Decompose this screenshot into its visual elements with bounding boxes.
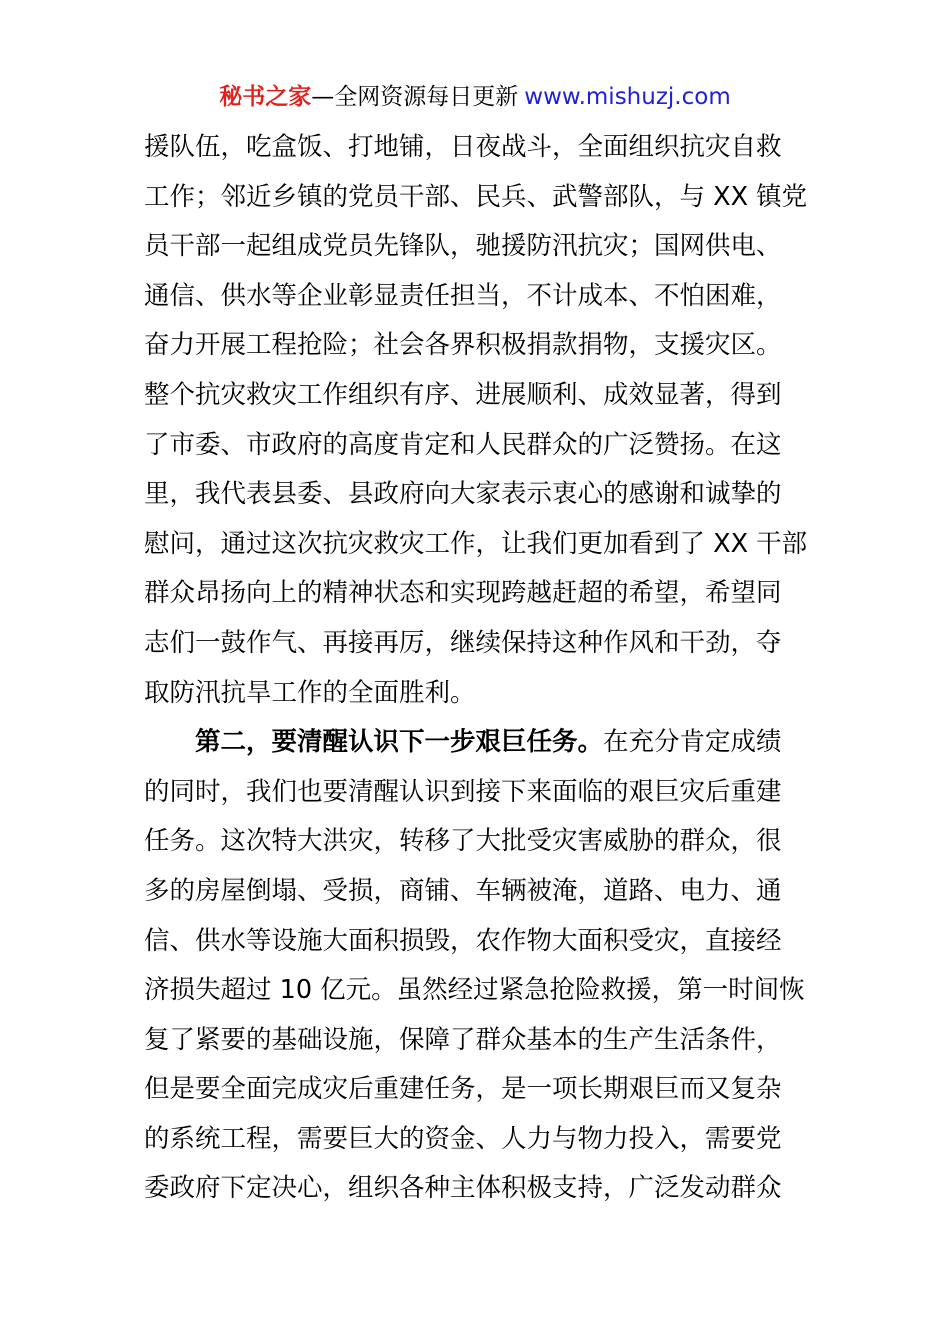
text-line: 慰问，通过这次抗灾救灾工作，让我们更加看到了 XX 干部 [144, 528, 808, 559]
paragraph-1 [144, 127, 824, 722]
text-line: 任务。这次特大洪灾，转移了大批受灾害威胁的群众，很 [144, 826, 782, 857]
text-line: 工作；邻近乡镇的党员干部、民兵、武警部队，与 XX 镇党 [144, 181, 808, 212]
text-line: 员干部一起组成党员先锋队，驰援防汛抗灾；国网供电、 [144, 231, 782, 262]
header-url[interactable]: www.mishuzj.com [524, 84, 731, 110]
text-line: 群众昂扬向上的精神状态和实现跨越赶超的希望，希望同 [144, 578, 782, 609]
text-line: 济损失超过 10 亿元。虽然经过紧急抢险救援，第一时间恢 [144, 975, 805, 1006]
section-heading: 第二，要清醒认识下一步艰巨任务。 [195, 727, 604, 758]
text-line: 多的房屋倒塌、受损，商铺、车辆被淹，道路、电力、通 [144, 875, 782, 906]
text-line: 援队伍，吃盒饭、打地铺，日夜战斗，全面组织抗灾自救 [144, 132, 782, 162]
page-header [0, 82, 950, 112]
text-line: 的系统工程，需要巨大的资金、人力与物力投入，需要党 [144, 1123, 782, 1154]
text-line: 整个抗灾救灾工作组织有序、进展顺利、成效显著，得到 [144, 379, 782, 410]
paragraph-2 [144, 722, 824, 1218]
text-line: 复了紧要的基础设施，保障了群众基本的生产生活条件， [144, 1024, 782, 1055]
heading-continuation: 在充分肯定成绩 [603, 727, 782, 758]
text-line: 志们一鼓作气、再接再厉，继续保持这种作风和干劲，夺 [144, 627, 782, 658]
document-body [144, 127, 824, 1218]
text-line: 委政府下定决心，组织各种主体积极支持，广泛发动群众 [144, 1173, 782, 1204]
text-line: 的同时，我们也要清醒认识到接下来面临的艰巨灾后重建 [144, 776, 782, 807]
text-line: 里，我代表县委、县政府向大家表示衷心的感谢和诚挚的 [144, 479, 782, 510]
text-line: 通信、供水等企业彰显责任担当，不计成本、不怕困难， [144, 280, 782, 311]
text-line: 但是要全面完成灾后重建任务，是一项长期艰巨而又复杂 [144, 1074, 782, 1105]
text-line: 了市委、市政府的高度肯定和人民群众的广泛赞扬。在这 [144, 429, 782, 460]
text-line: 取防汛抗旱工作的全面胜利。 [144, 677, 476, 708]
text-line: 信、供水等设施大面积损毁，农作物大面积受灾，直接经 [144, 925, 782, 956]
text-line: 奋力开展工程抢险；社会各界积极捐款捐物，支援灾区。 [144, 330, 782, 361]
brand-name: 秘书之家 [219, 84, 312, 110]
paragraph-2-first-line [144, 722, 824, 772]
header-tagline: —全网资源每日更新 [311, 84, 519, 110]
